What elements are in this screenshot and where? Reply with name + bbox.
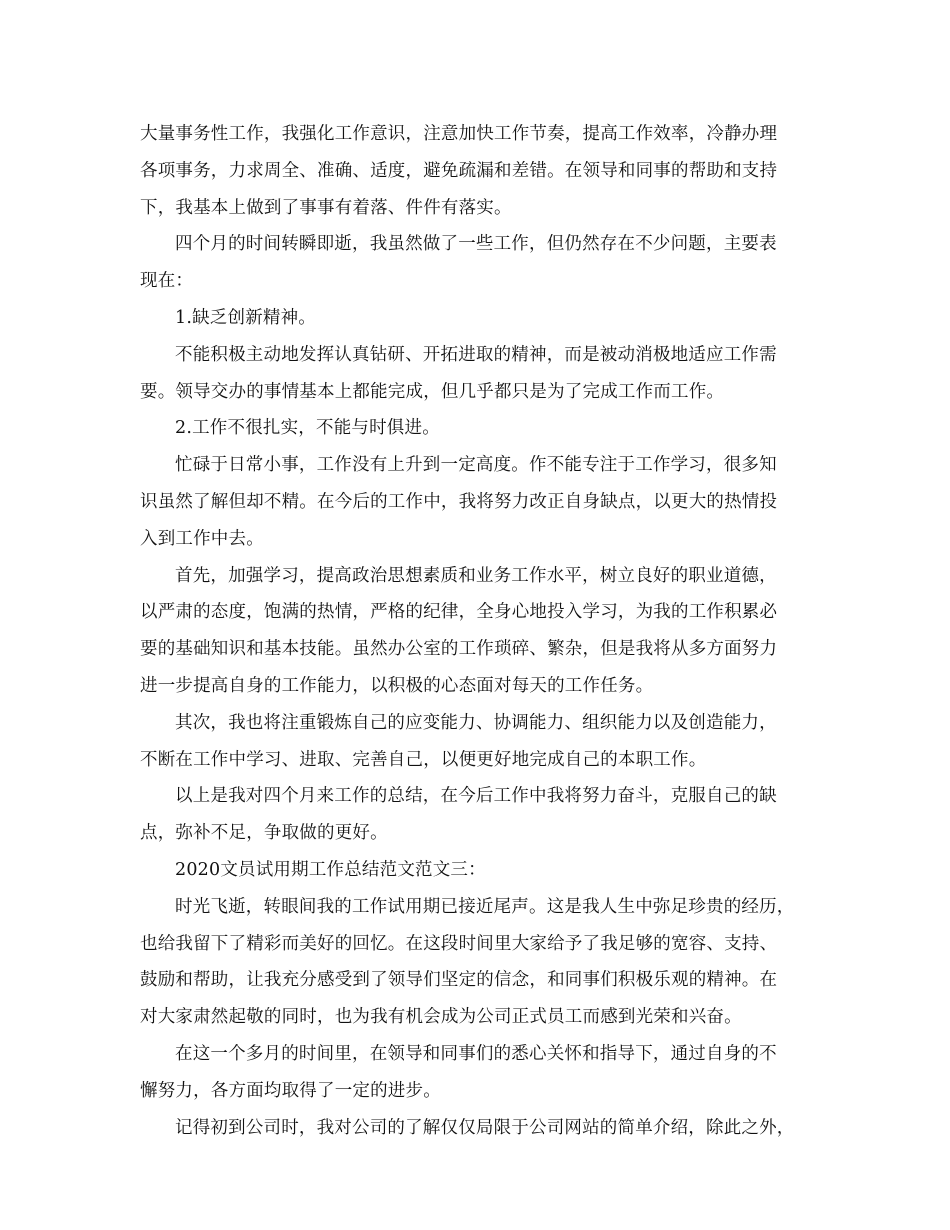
text-line: 识虽然了解但却不精。在今后的工作中，我将努力改正自身缺点，以更大的热情投 (140, 491, 778, 512)
text-line: 要。领导交办的事情基本上都能完成，但几乎都只是为了完成工作而工作。 (140, 381, 725, 402)
text-line: 1.缺乏创新精神。 (175, 307, 316, 328)
text-line: 在这一个多月的时间里，在领导和同事们的悉心关怀和指导下，通过自身的不 (175, 1043, 777, 1064)
text-line: 点，弥补不足，争取做的更好。 (140, 823, 388, 844)
text-line: 时光飞逝，转眼间我的工作试用期已接近尾声。这是我人生中弥足珍贵的经历， (175, 896, 795, 917)
text-line: 下，我基本上做到了事事有着落、件件有落实。 (140, 197, 512, 218)
text-line: 入到工作中去。 (140, 528, 264, 549)
text-line: 对大家肃然起敬的同时，也为我有机会成为公司正式员工而感到光荣和兴奋。 (140, 1007, 742, 1028)
text-line: 懈努力，各方面均取得了一定的进步。 (140, 1080, 441, 1101)
text-line: 忙碌于日常小事，工作没有上升到一定高度。作不能专注于工作学习，很多知 (175, 455, 777, 476)
text-line: 首先，加强学习，提高政治思想素质和业务工作水平，树立良好的职业道德， (175, 565, 777, 586)
text-line: 要的基础知识和基本技能。虽然办公室的工作琐碎、繁杂，但是我将从多方面努力 (140, 639, 778, 660)
text-line: 不断在工作中学习、进取、完善自己，以便更好地完成自己的本职工作。 (140, 749, 707, 770)
text-line: 各项事务，力求周全、准确、适度，避免疏漏和差错。在领导和同事的帮助和支持 (140, 160, 778, 181)
text-line: 大量事务性工作，我强化工作意识，注意加快工作节奏，提高工作效率，冷静办理 (140, 124, 778, 144)
document-body (140, 116, 820, 1146)
text-line: 四个月的时间转瞬即逝，我虽然做了一些工作，但仍然存在不少问题，主要表 (175, 234, 777, 255)
text-line: 2020文员试用期工作总结范文范文三： (175, 859, 486, 880)
text-line: 以严肃的态度，饱满的热情，严格的纪律，全身心地投入学习，为我的工作积累必 (140, 602, 778, 623)
text-line: 2.工作不很扎实，不能与时俱进。 (175, 418, 440, 439)
text-line: 现在： (140, 271, 194, 292)
text-line: 以上是我对四个月来工作的总结，在今后工作中我将努力奋斗，克服自己的缺 (175, 786, 777, 807)
text-line: 也给我留下了精彩而美好的回忆。在这段时间里大家给予了我足够的宽容、支持、 (140, 933, 778, 954)
text-line: 进一步提高自身的工作能力，以积极的心态面对每天的工作任务。 (140, 675, 654, 696)
text-line: 不能积极主动地发挥认真钻研、开拓进取的精神，而是被动消极地适应工作需 (175, 344, 777, 365)
text-line: 记得初到公司时，我对公司的了解仅仅局限于公司网站的简单介绍，除此之外， (175, 1117, 795, 1138)
text-line: 其次，我也将注重锻炼自己的应变能力、协调能力、组织能力以及创造能力， (175, 712, 777, 733)
text-line: 鼓励和帮助，让我充分感受到了领导们坚定的信念，和同事们积极乐观的精神。在 (140, 970, 778, 991)
